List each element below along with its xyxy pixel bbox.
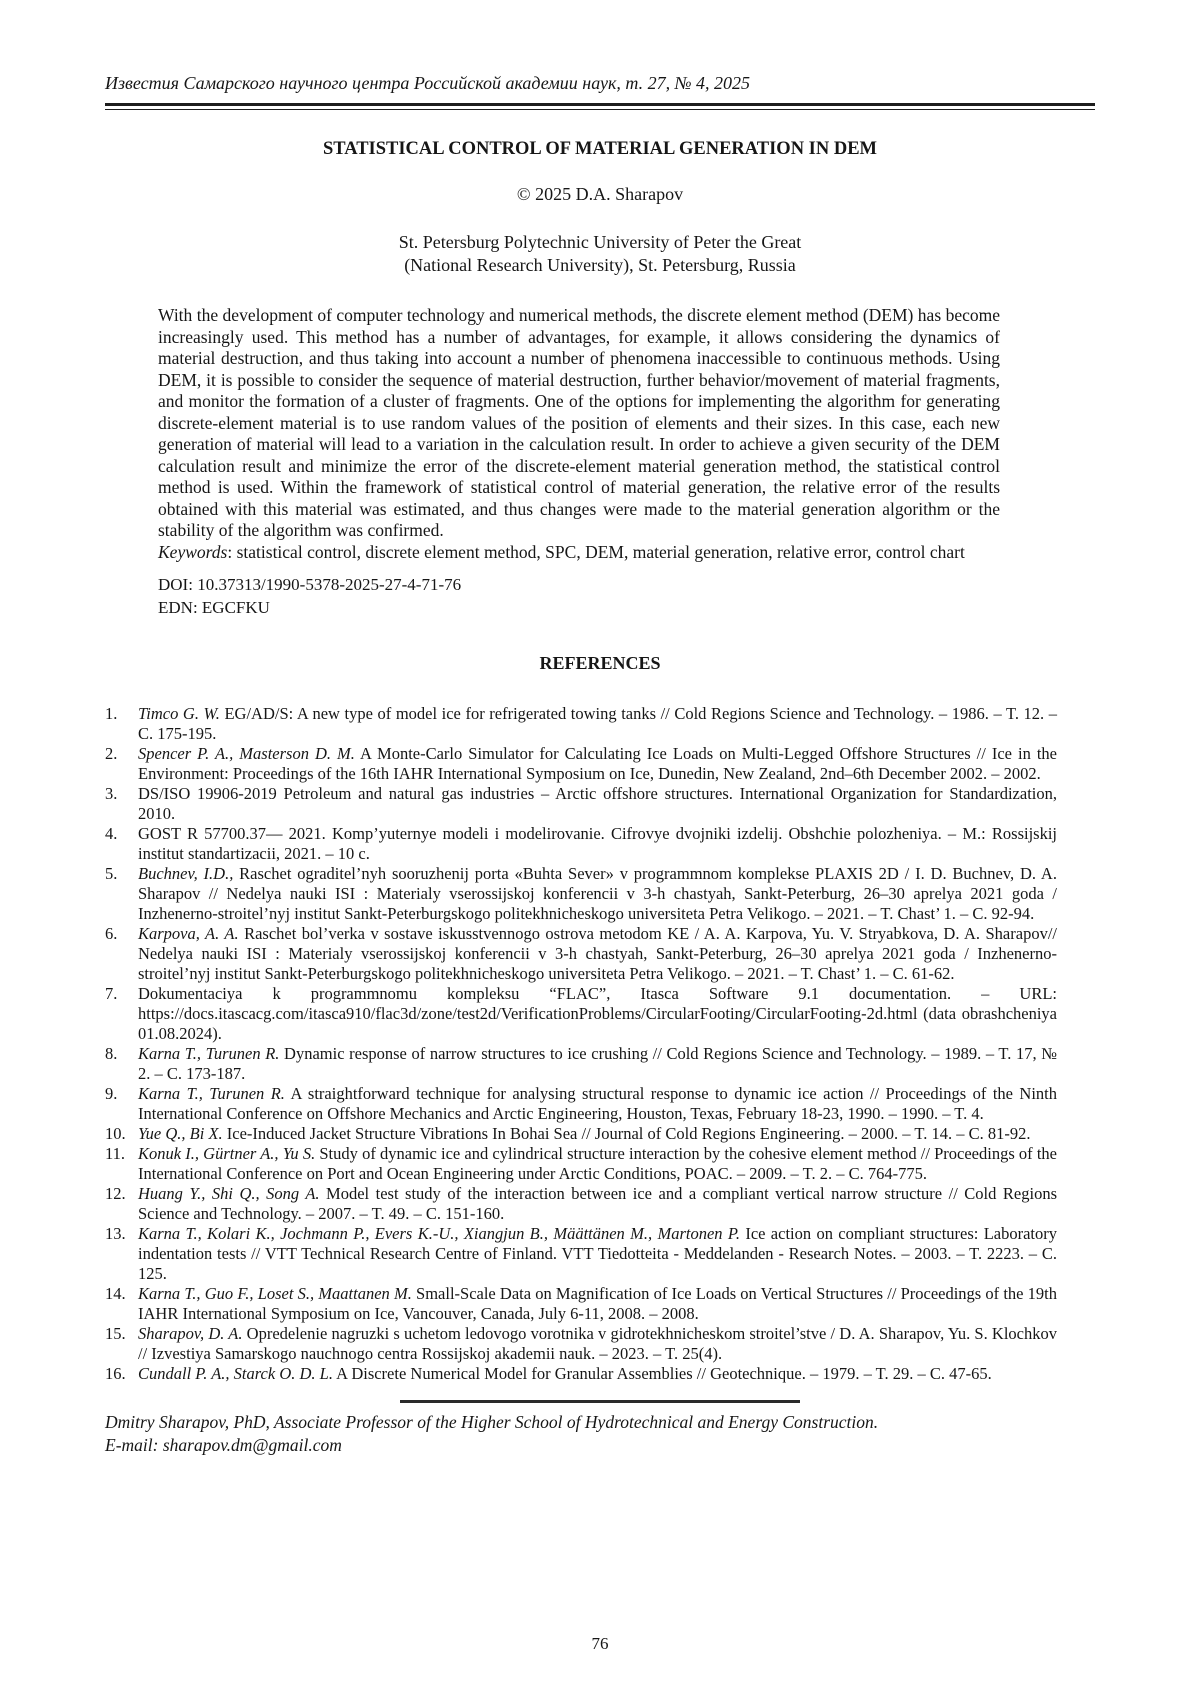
reference-number: 5. [105,864,118,883]
reference-authors: Karna T., Turunen R. [138,1044,280,1063]
reference-number: 16. [105,1364,126,1383]
reference-number: 12. [105,1184,126,1203]
affiliation-block [105,231,1095,277]
reference-text: Model test study of the interaction between ice and a compliant vertical narrow structure // Cold Regions Science and Technology. – 2007. – T. 49. – C. 151-160. [138,1184,1057,1223]
references-list [105,704,1095,1384]
header-rule [105,103,1095,110]
reference-number: 14. [105,1284,126,1303]
reference-authors: Huang Y., Shi Q., Song A. [138,1184,320,1203]
reference-authors: Buchnev, I.D., [138,864,234,883]
article-title: STATISTICAL CONTROL OF MATERIAL GENERATION IN DEM [322,139,878,159]
identifier-block [158,573,1000,619]
reference-text: Dokumentaciya k programmnomu kompleksu “FLAC”, Itasca Software 9.1 documentation. – URL: https://docs.itascacg.com/itasca910/flac3d/zone/test2d/VerificationProblems/CircularFooting/CircularFooting-2d.html (data obrashcheniya 01.08.2024). [138,984,1057,1043]
reference-authors: Karna T., Turunen R. [138,1084,285,1103]
reference-number: 8. [105,1044,118,1063]
reference-text: GOST R 57700.37— 2021. Komp’yuternye modeli i modelirovanie. Cifrovye dvojniki izdelij. Obshchie polozheniya. – M.: Rossijskij institut standartizacii, 2021. – 10 c. [138,824,1057,863]
reference-item [105,1044,1057,1084]
reference-number: 3. [105,784,118,803]
keywords-line [158,542,1000,564]
abstract-block [158,305,1000,563]
reference-authors: Konuk I., Gürtner A., Yu S. [138,1144,316,1163]
reference-number: 4. [105,824,118,843]
keywords-label: Keywords [158,541,228,562]
reference-item [105,1284,1057,1324]
reference-number: 11. [105,1144,126,1163]
reference-item [105,1224,1057,1284]
reference-text: Dynamic response of narrow structures to ice crushing // Cold Regions Science and Technology. – 1989. – T. 17, № 2. – C. 173-187. [138,1044,1057,1083]
reference-text: A Monte-Carlo Simulator for Calculating Ice Loads on Multi-Legged Offshore Structures // Ice in the Environment: Proceedings of the 16th IAHR International Symposium on Ice, Dunedin, New Zealand, 2nd–6th December 2002. – 2002. [138,744,1057,783]
reference-text: Ice-Induced Jacket Structure Vibrations In Bohai Sea // Journal of Cold Regions Engineering. – 2000. – T. 14. – C. 81-92. [222,1124,1031,1143]
reference-item [105,1124,1057,1144]
reference-text: Opredelenie nagruzki s uchetom ledovogo vorotnika v gidrotekhnicheskom stroitel’stve / D. A. Sharapov, Yu. S. Klochkov // Izvestiya Samarskogo nauchnogo centra Rossijskoj akademii nauk. – 2023. – T. 25(4). [138,1324,1057,1363]
reference-item [105,824,1057,864]
reference-item [105,1184,1057,1224]
reference-authors: Yue Q., Bi X. [138,1124,223,1143]
reference-text: Raschet bol’verka v sostave iskusstvennogo ostrova metodom KE / A. A. Karpova, Yu. V. Stryabkova, D. A. Sharapov// Nedelya nauki ISI : Materialy vserossijskoj konferencii v 3-h chastyah, Sankt-Peterburg, 26–30 aprelya 2021 goda / Inzhenerno-stroitel’nyj institut Sankt-Peterburgskogo politekhnicheskogo universiteta Petra Velikogo. – 2021. – T. Chast’ 1. – C. 61-62. [138,924,1057,983]
reference-number: 9. [105,1084,118,1103]
reference-number: 1. [105,704,118,723]
reference-number: 13. [105,1224,126,1243]
reference-number: 2. [105,744,118,763]
copyright-line: © 2025 D.A. Sharapov [516,184,684,204]
reference-item [105,1144,1057,1184]
keywords-text: : statistical control, discrete element method, SPC, DEM, material generation, relative error, control chart [227,541,965,562]
edn-line: EDN: EGCFKU [158,598,270,617]
reference-item [105,1324,1057,1364]
reference-number: 7. [105,984,118,1003]
reference-item [105,744,1057,784]
author-footnote [105,1411,1095,1457]
author-email: E-mail: sharapov.dm@gmail.com [105,1435,342,1455]
reference-text: A straightforward technique for analysing structural response to dynamic ice action // Proceedings of the Ninth International Conference on Offshore Mechanics and Arctic Engineering, Houston, Texas, February 18-23, 1990. – 1990. – T. 4. [138,1084,1058,1123]
abstract-paragraph: With the development of computer technology and numerical methods, the discrete element method (DEM) has become increasingly used. This method has a number of advantages, for example, it allows considering the dynamics of material destruction, and thus taking into account a number of phenomena inaccessible to continuous methods. Using DEM, it is possible to consider the sequence of material destruction, further behavior/movement of material fragments, and monitor the formation of a cluster of fragments. One of the options for implementing the algorithm for generating discrete-element material is to use random values of the position of elements and their sizes. In this case, each new generation of material will lead to a variation in the calculation result. In order to achieve a given security of the DEM calculation result and minimize the error of the discrete-element material generation method, the statistical control method is used. Within the framework of statistical control of material generation, the relative error of the results obtained with this material was estimated, and thus changes were made to the material generation algorithm or the stability of the algorithm was confirmed. [158,305,1000,540]
reference-number: 6. [105,924,118,943]
reference-item [105,924,1057,984]
reference-text: Small-Scale Data on Magnification of Ice Loads on Vertical Structures // Proceedings of the 19th IAHR International Symposium on Ice, Vancouver, Canada, July 6-11, 2008. – 2008. [138,1284,1057,1323]
reference-item [105,1084,1057,1124]
reference-text: Raschet ograditel’nyh sooruzhenij porta «Buhta Sever» v programmnom komplekse PLAXIS 2D / I. D. Buchnev, D. A. Sharapov // Nedelya nauki ISI : Materialy vserossijskoj konferencii v 3-h chastyah, Sankt-Peterburg, 26–30 aprelya 2021 goda / Inzhenerno-stroitel’nyj institut Sankt-Peterburgskogo politekhnicheskogo universiteta Petra Velikogo. – 2021. – T. Chast’ 1. – C. 92-94. [138,864,1057,923]
reference-item [105,784,1057,824]
reference-number: 15. [105,1324,126,1343]
doi-line: DOI: 10.37313/1990-5378-2025-27-4-71-76 [158,575,462,594]
affiliation-line-1: St. Petersburg Polytechnic University of Peter the Great [398,232,802,252]
reference-item [105,864,1057,924]
journal-header: Известия Самарского научного центра Российской академии наук, т. 27, № 4, 2025 [105,73,751,93]
reference-authors: Timco G. W. [138,704,220,723]
reference-authors: Karpova, A. A. [138,924,239,943]
reference-item [105,984,1057,1044]
page-number: 76 [591,1634,609,1653]
references-heading: REFERENCES [539,653,661,673]
reference-authors: Sharapov, D. A. [138,1324,243,1343]
reference-text: Ice action on compliant structures: Laboratory indentation tests // VTT Technical Research Centre of Finland. VTT Tiedotteita - Meddelanden - Research Notes. – 2003. – T. 2223. – C. 125. [138,1224,1057,1283]
reference-text: DS/ISO 19906-2019 Petroleum and natural gas industries – Arctic offshore structures. International Organization for Standardization, 2010. [138,784,1057,823]
reference-authors: Karna T., Guo F., Loset S., Maattanen M. [138,1284,412,1303]
reference-text: EG/AD/S: A new type of model ice for refrigerated towing tanks // Cold Regions Science and Technology. – 1986. – T. 12. – C. 175-195. [138,704,1057,743]
reference-number: 10. [105,1124,126,1143]
reference-authors: Karna T., Kolari K., Jochmann P., Evers K.-U., Xiangjun B., Määttänen M., Martonen P. [138,1224,740,1243]
reference-text: Study of dynamic ice and cylindrical structure interaction by the cohesive element method // Proceedings of the International Conference on Port and Ocean Engineering under Arctic Conditions, POAC. – 2009. – T. 2. – C. 764-775. [138,1144,1057,1183]
reference-authors: Spencer P. A., Masterson D. M. [138,744,355,763]
author-bio: Dmitry Sharapov, PhD, Associate Professor of the Higher School of Hydrotechnical and Energy Construction. [105,1412,879,1432]
reference-text: A Discrete Numerical Model for Granular Assemblies // Geotechnique. – 1979. – T. 29. – C. 47-65. [332,1364,992,1383]
footnote-rule [400,1400,800,1403]
reference-item [105,704,1057,744]
reference-item [105,1364,1057,1384]
reference-authors: Cundall P. A., Starck O. D. L. [138,1364,333,1383]
affiliation-line-2: (National Research University), St. Petersburg, Russia [404,255,796,275]
